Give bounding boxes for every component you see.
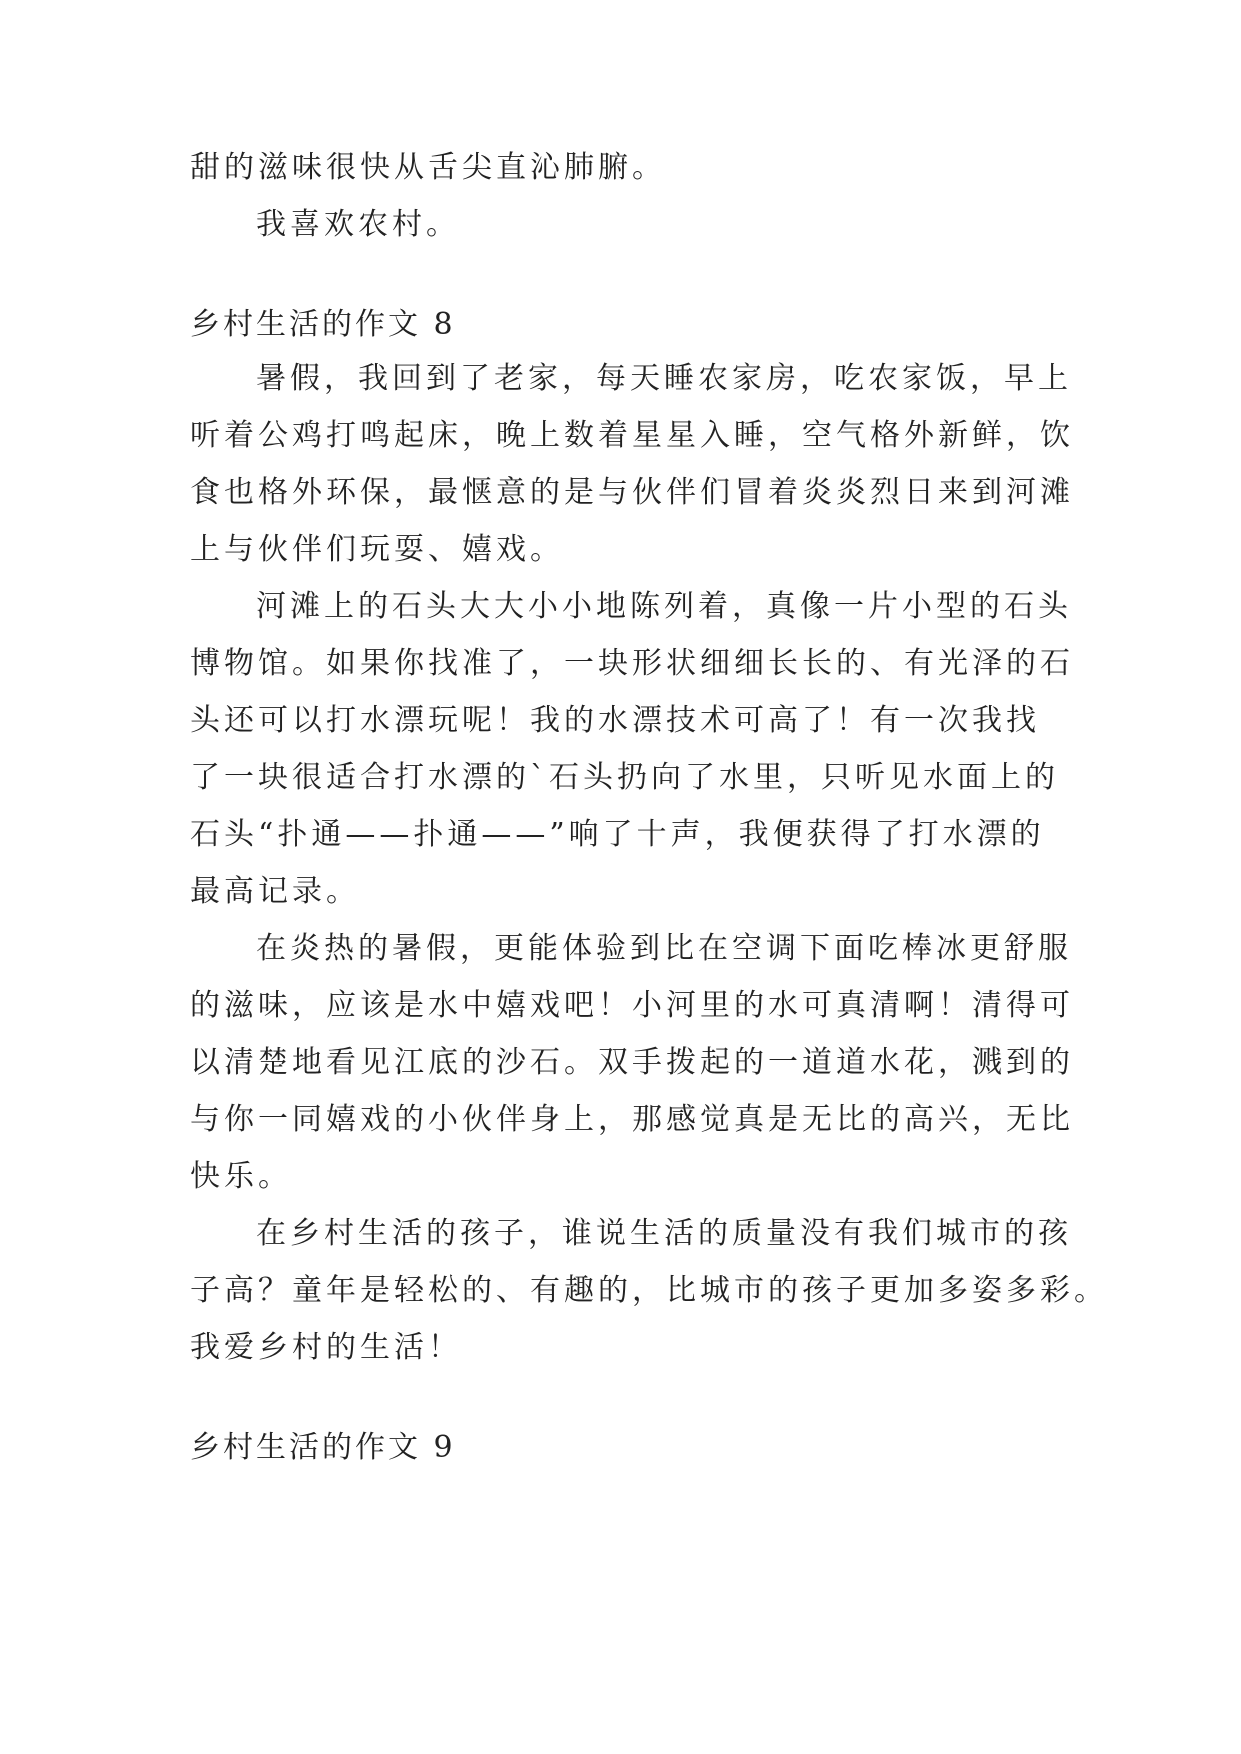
text-line: 以清楚地看见江底的沙石。双手拨起的一道道水花，溅到的 [190, 1045, 1074, 1080]
text-line: 暑假，我回到了老家，每天睡农家房，吃农家饭，早上 [256, 361, 1072, 396]
text-line: 与你一同嬉戏的小伙伴身上，那感觉真是无比的高兴，无比 [190, 1102, 1074, 1137]
text-line: 快乐。 [190, 1159, 292, 1194]
section-heading: 乡村生活的作文 8 [190, 307, 456, 342]
text-line: 最高记录。 [190, 874, 360, 909]
section-heading: 乡村生活的作文 9 [190, 1430, 456, 1465]
text-line: 的滋味，应该是水中嬉戏吧！小河里的水可真清啊！清得可 [190, 988, 1074, 1023]
text-line: 上与伙伴们玩耍、嬉戏。 [190, 532, 564, 567]
text-line: 听着公鸡打鸣起床，晚上数着星星入睡，空气格外新鲜，饮 [190, 418, 1074, 453]
text-line: 在乡村生活的孩子，谁说生活的质量没有我们城市的孩 [256, 1216, 1072, 1251]
text-line: 子高？童年是轻松的、有趣的，比城市的孩子更加多姿多彩。 [190, 1273, 1108, 1308]
text-line: 了一块很适合打水漂的`石头扔向了水里，只听见水面上的 [190, 760, 1059, 795]
text-line: 食也格外环保，最惬意的是与伙伴们冒着炎炎烈日来到河滩 [190, 475, 1074, 510]
text-line: 河滩上的石头大大小小地陈列着，真像一片小型的石头 [256, 589, 1072, 624]
text-line: 头还可以打水漂玩呢！我的水漂技术可高了！有一次我找 [190, 703, 1040, 738]
text-line: 石头“扑通——扑通——”响了十声，我便获得了打水漂的 [190, 817, 1045, 852]
text-line: 博物馆。如果你找准了，一块形状细细长长的、有光泽的石 [190, 646, 1074, 681]
text-line: 我爱乡村的生活！ [190, 1330, 462, 1365]
text-line: 在炎热的暑假，更能体验到比在空调下面吃棒冰更舒服 [256, 931, 1072, 966]
text-line: 我喜欢农村。 [256, 207, 460, 242]
text-line: 甜的滋味很快从舌尖直沁肺腑。 [190, 150, 666, 185]
